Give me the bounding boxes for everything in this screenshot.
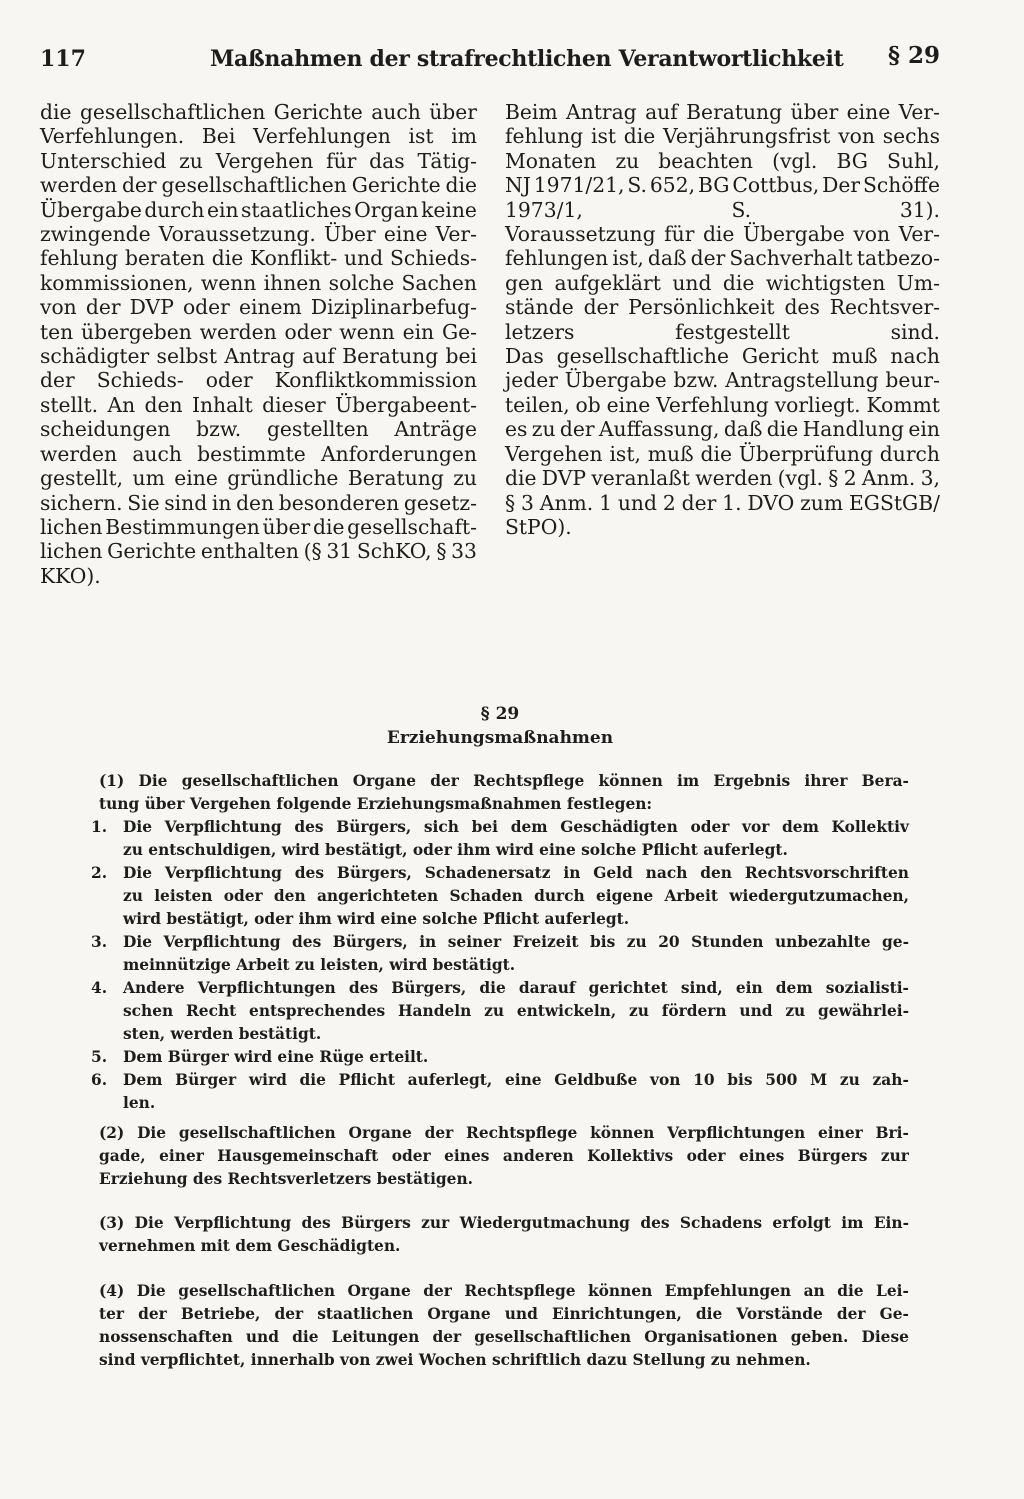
text-line: gen aufgeklärt und die wichtigsten Um-: [505, 270, 940, 295]
law-item: [91, 1046, 909, 1069]
section-reference: § 29: [887, 42, 940, 69]
law-line: tung über Vergehen folgende Erziehungsmaßnahmen festlegen:: [99, 795, 653, 813]
text-line: die gesellschaftlichen Gerichte auch über: [40, 100, 477, 124]
law-item: [91, 931, 909, 977]
law-line: Dem Bürger wird eine Rüge erteilt.: [123, 1048, 429, 1066]
text-line: Das gesellschaftliche Gericht muß nach: [505, 344, 940, 369]
law-line: (1) Die gesellschaftlichen Organe der Rechtspflege können im Ergebnis ihrer Bera-: [99, 772, 909, 790]
law-line: sind verpflichtet, innerhalb von zwei Wochen schriftlich dazu Stellung zu nehmen.: [99, 1351, 811, 1369]
law-line: meinnützige Arbeit zu leisten, wird bestätigt.: [123, 956, 516, 974]
commentary-right-column: [505, 100, 940, 539]
law-item: [91, 862, 909, 931]
text-line: stellt. An den Inhalt dieser Übergabeent-: [40, 392, 477, 417]
text-line: Beim Antrag auf Beratung über eine Ver-: [505, 100, 940, 124]
commentary-left-column: [40, 100, 477, 588]
text-line: lichen Gerichte enthalten (§ 31 SchKO, § 33: [40, 539, 477, 564]
law-line: ter der Betriebe, der staatlichen Organe und Einrichtungen, die Vorstände der Ge-: [99, 1305, 909, 1323]
item-number: 5.: [91, 1048, 108, 1066]
law-item: [91, 816, 909, 862]
section-number: § 29: [480, 704, 520, 724]
text-line: Vergehen ist, muß die Überprüfung durch: [505, 441, 940, 466]
text-line: es zu der Auffassung, daß die Handlung ein: [505, 417, 940, 442]
law-item: [91, 977, 909, 1046]
text-line: Übergabe durch ein staatliches Organ keine: [40, 197, 477, 222]
law-line: (4) Die gesellschaftlichen Organe der Rechtspflege können Empfehlungen an die Lei-: [99, 1282, 909, 1300]
section-title: Erziehungsmaßnahmen: [386, 728, 614, 748]
law-line: wird bestätigt, oder ihm wird eine solche Pflicht auferlegt.: [123, 910, 630, 928]
text-line: letzers festgestellt sind.: [505, 319, 940, 344]
law-line: schen Recht entsprechendes Handeln zu entwickeln, zu fördern und zu gewährlei-: [123, 1002, 909, 1020]
text-line: KKO).: [40, 563, 101, 588]
running-header: [40, 42, 940, 80]
text-line: scheidungen bzw. gestellten Anträge: [40, 417, 477, 442]
item-number: 1.: [91, 818, 108, 836]
text-line: fehlung ist die Verjährungsfrist von sechs: [505, 124, 940, 149]
law-paragraph-1: [99, 770, 909, 816]
item-number: 4.: [91, 979, 108, 997]
text-line: sichern. Sie sind in den besonderen gesetz-: [40, 490, 477, 515]
text-line: Unterschied zu Vergehen für das Tätig-: [40, 148, 477, 173]
law-line: (2) Die gesellschaftlichen Organe der Rechtspflege können Verpflichtungen einer Bri-: [99, 1124, 909, 1142]
item-number: 6.: [91, 1071, 108, 1089]
text-line: der Schieds- oder Konfliktkommission: [40, 368, 477, 393]
law-line: gade, einer Hausgemeinschaft oder eines anderen Kollektivs oder eines Bürgers zur: [99, 1147, 909, 1165]
law-line: zu entschuldigen, wird bestätigt, oder ihm wird eine solche Pflicht auferlegt.: [123, 841, 788, 859]
law-line: Erziehung des Rechtsverletzers bestätigen.: [99, 1170, 474, 1188]
law-line: vernehmen mit dem Geschädigten.: [99, 1237, 401, 1255]
text-line: ten übergeben werden oder wenn ein Ge-: [40, 319, 477, 344]
text-line: kommissionen, wenn ihnen solche Sachen: [40, 270, 477, 295]
text-line: die DVP veranlaßt werden (vgl. § 2 Anm. 3,: [505, 466, 940, 491]
law-line: Die Verpflichtung des Bürgers, in seiner Freizeit bis zu 20 Stunden unbezahlte ge-: [123, 933, 909, 951]
text-line: 1973/1, S. 31).: [505, 197, 940, 222]
law-line: sten, werden bestätigt.: [123, 1025, 322, 1043]
law-line: len.: [123, 1094, 156, 1112]
text-line: Monaten zu beachten (vgl. BG Suhl,: [505, 148, 940, 173]
law-line: Dem Bürger wird die Pflicht auferlegt, eine Geldbuße von 10 bis 500 M zu zah-: [123, 1071, 909, 1089]
law-paragraph-4: [99, 1280, 909, 1372]
text-line: schädigter selbst Antrag auf Beratung bei: [40, 344, 477, 369]
law-paragraph-2: [99, 1122, 909, 1191]
text-line: teilen, ob eine Verfehlung vorliegt. Kommt: [505, 392, 940, 417]
text-line: werden auch bestimmte Anforderungen: [40, 441, 477, 466]
text-line: werden der gesellschaftlichen Gerichte die: [40, 173, 477, 198]
item-number: 2.: [91, 864, 108, 882]
law-line: Andere Verpflichtungen des Bürgers, die darauf gerichtet sind, ein dem sozialisti-: [123, 979, 909, 997]
text-line: Voraussetzung für die Übergabe von Ver-: [505, 222, 940, 247]
law-line: (3) Die Verpflichtung des Bürgers zur Wiedergutmachung des Schadens erfolgt im Ein-: [99, 1214, 909, 1232]
text-line: Verfehlungen. Bei Verfehlungen ist im: [40, 124, 477, 149]
law-paragraph-3: [99, 1212, 909, 1258]
text-line: § 3 Anm. 1 und 2 der 1. DVO zum EGStGB/: [505, 490, 940, 515]
law-line: Die Verpflichtung des Bürgers, Schadenersatz in Geld nach den Rechtsvorschriften: [123, 864, 909, 882]
text-line: von der DVP oder einem Diziplinarbefug-: [40, 295, 477, 320]
item-number: 3.: [91, 933, 108, 951]
text-line: gestellt, um eine gründliche Beratung zu: [40, 466, 477, 491]
text-line: fehlungen ist, daß der Sachverhalt tatbezo-: [505, 246, 940, 271]
page-number: 117: [40, 46, 86, 72]
law-line: zu leisten oder den angerichteten Schaden durch eigene Arbeit wiedergutzumachen,: [123, 887, 909, 905]
running-title: Maßnahmen der strafrechtlichen Verantwortlichkeit: [210, 46, 844, 72]
text-line: fehlung beraten die Konflikt- und Schieds-: [40, 246, 477, 271]
text-line: zwingende Voraussetzung. Über eine Ver-: [40, 222, 477, 247]
law-line: nossenschaften und die Leitungen der gesellschaftlichen Organisationen geben. Diese: [99, 1328, 909, 1346]
text-line: stände der Persönlichkeit des Rechtsver-: [505, 295, 940, 320]
text-line: lichen Bestimmungen über die gesellschaft-: [40, 514, 477, 539]
law-item: [91, 1069, 909, 1115]
text-line: jeder Übergabe bzw. Antragstellung beur-: [505, 368, 940, 393]
text-line: NJ 1971/21, S. 652, BG Cottbus, Der Schöffe: [505, 173, 940, 198]
law-line: Die Verpflichtung des Bürgers, sich bei dem Geschädigten oder vor dem Kollektiv: [123, 818, 909, 836]
text-line: StPO).: [505, 514, 572, 539]
law-item-list: [91, 816, 909, 1115]
